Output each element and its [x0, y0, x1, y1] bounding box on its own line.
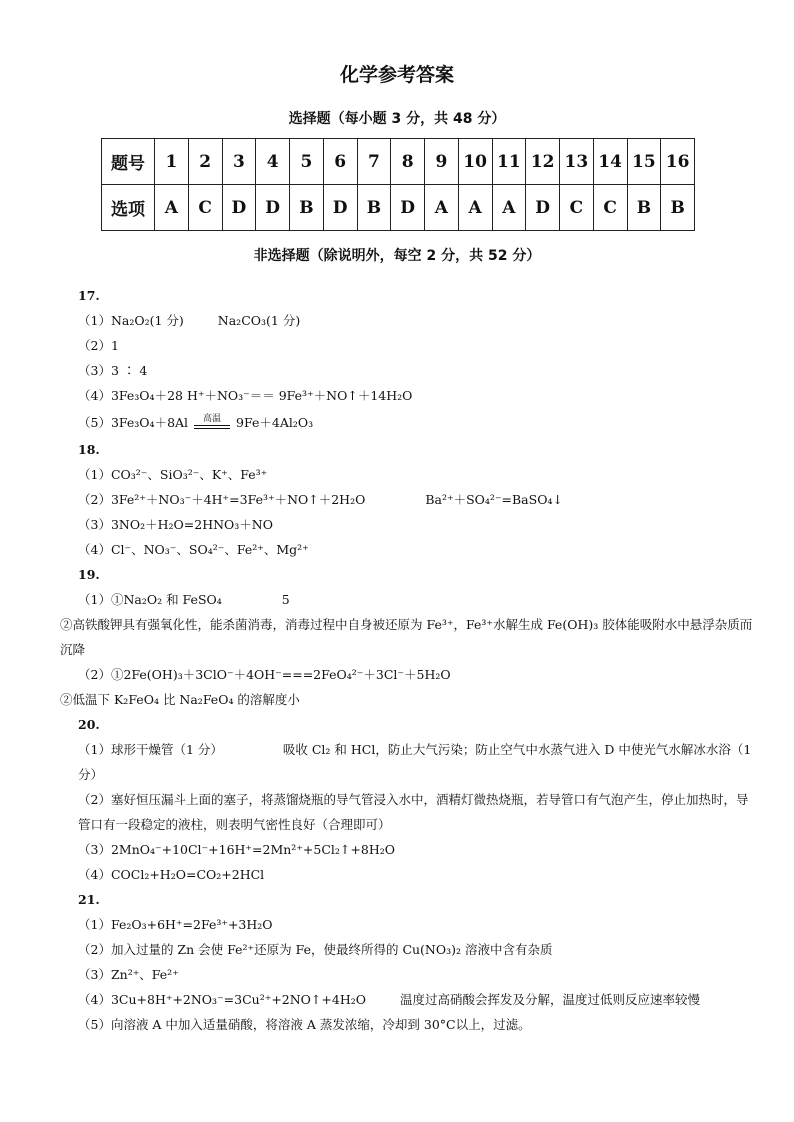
q21-answer-2: （2）加入过量的 Zn 会使 Fe²⁺还原为 Fe，使最终所得的 Cu(NO₃)₂ 溶液中含有杂质	[78, 942, 553, 957]
reaction-condition	[194, 414, 230, 429]
answer-cell: A	[155, 185, 189, 231]
question-number-row	[102, 139, 695, 185]
answer-cell: D	[222, 185, 256, 231]
q19-answer-2: （2）①2Fe(OH)₃＋3ClO⁻＋4OH⁻===2FeO₄²⁻＋3Cl⁻＋5H₂O	[78, 667, 451, 682]
q19-a1-part-a: （1）①Na₂O₂ 和 FeSO₄	[78, 592, 222, 607]
q20-a1-part-b: 吸收 Cl₂ 和 HCl，防止大气污染；防止空气中水蒸气进入 D 中使光气水解冰水浴（1 分）	[78, 742, 752, 782]
q18-answer-1: （1）CO₃²⁻、SiO₃²⁻、K⁺、Fe³⁺	[78, 467, 268, 482]
question-number-cell: 14	[593, 139, 627, 185]
q17-answer-4: （4）3Fe₃O₄＋28 H⁺＋NO₃⁻＝＝ 9Fe³⁺＋NO↑＋14H₂O	[78, 388, 413, 403]
answer-cell: D	[526, 185, 560, 231]
q19-a1-part-b: 5	[281, 592, 290, 607]
q20-answer-1	[78, 737, 758, 787]
question-number-cell: 11	[492, 139, 526, 185]
question-number-cell: 6	[323, 139, 357, 185]
row-header-option: 选项	[102, 185, 155, 231]
question-17-number: 17.	[78, 288, 100, 303]
section-free-response-heading: 非选择题（除说明外，每空 2 分，共 52 分）	[253, 248, 541, 264]
question-number-cell: 16	[661, 139, 695, 185]
equals-bar	[194, 425, 230, 429]
reaction-condition-label: 高温	[203, 414, 222, 424]
answer-cell: A	[492, 185, 526, 231]
question-number-cell: 9	[425, 139, 459, 185]
answer-table	[101, 138, 695, 231]
q17-answer-1	[78, 308, 758, 333]
answer-cell: D	[391, 185, 425, 231]
question-number-cell: 12	[526, 139, 560, 185]
q17-answer-5	[78, 408, 758, 437]
question-19-number: 19.	[78, 567, 100, 582]
answer-cell: B	[357, 185, 391, 231]
answer-cell: C	[560, 185, 594, 231]
question-number-cell: 5	[290, 139, 324, 185]
q19-answer-2-2: ②低温下 K₂FeO₄ 比 Na₂FeO₄ 的溶解度小	[60, 692, 300, 707]
question-number-cell: 15	[627, 139, 661, 185]
q18-answer-2	[78, 487, 758, 512]
answer-option-row	[102, 185, 695, 231]
answer-cell: C	[593, 185, 627, 231]
q18-answer-4: （4）Cl⁻、NO₃⁻、SO₄²⁻、Fe²⁺、Mg²⁺	[78, 542, 309, 557]
question-number-cell: 7	[357, 139, 391, 185]
question-number-cell: 3	[222, 139, 256, 185]
q21-answer-3: （3）Zn²⁺、Fe²⁺	[78, 967, 179, 982]
answer-cell: D	[256, 185, 290, 231]
answer-cell: A	[425, 185, 459, 231]
q20-answer-3: （3）2MnO₄⁻+10Cl⁻+16H⁺=2Mn²⁺+5Cl₂↑+8H₂O	[78, 842, 395, 857]
question-20-number: 20.	[78, 717, 100, 732]
question-number-cell: 4	[256, 139, 290, 185]
page-title: 化学参考答案	[339, 64, 454, 86]
q21-answer-4	[78, 987, 758, 1012]
q20-a1-part-a: （1）球形干燥管（1 分）	[78, 742, 223, 757]
q18-answer-3: （3）3NO₂＋H₂O=2HNO₃＋NO	[78, 517, 273, 532]
answer-cell: A	[458, 185, 492, 231]
q17-a1-part-a: Na₂O₂(1 分)	[110, 313, 184, 328]
q17-a1-part-b: Na₂CO₃(1 分)	[217, 313, 301, 328]
answer-cell: D	[323, 185, 357, 231]
answer-cell: B	[290, 185, 324, 231]
q18-a2-part-a: （2）3Fe²⁺＋NO₃⁻＋4H⁺=3Fe³⁺＋NO↑＋2H₂O	[78, 492, 366, 507]
question-21-number: 21.	[78, 892, 100, 907]
answer-cell: B	[627, 185, 661, 231]
question-number-cell: 13	[560, 139, 594, 185]
answer-body	[60, 283, 758, 1037]
q17-a5-right: 9Fe＋4Al₂O₃	[236, 415, 314, 430]
q21-a4-part-b: 温度过高硝酸会挥发及分解，温度过低则反应速率较慢	[400, 992, 701, 1007]
question-number-cell: 1	[155, 139, 189, 185]
question-number-cell: 2	[188, 139, 222, 185]
q17-answer-2: （2）1	[78, 338, 119, 353]
q19-answer-1-2: ②高铁酸钾具有强氧化性，能杀菌消毒，消毒过程中自身被还原为 Fe³⁺，Fe³⁺水解生成 Fe(OH)₃ 胶体能吸附水中悬浮杂质而沉降	[60, 617, 753, 657]
q20-answer-4: （4）COCl₂+H₂O=CO₂+2HCl	[78, 867, 265, 882]
q17-a1-prefix: （1）	[78, 313, 111, 328]
q17-answer-3: （3）3 ∶ 4	[78, 363, 148, 378]
section-multiple-choice-heading: 选择题（每小题 3 分，共 48 分）	[288, 111, 506, 127]
q21-answer-5: （5）向溶液 A 中加入适量硝酸，将溶液 A 蒸发浓缩，冷却到 30°C以上，过滤。	[78, 1017, 531, 1032]
answer-cell: B	[661, 185, 695, 231]
q21-a4-part-a: （4）3Cu+8H⁺+2NO₃⁻=3Cu²⁺+2NO↑+4H₂O	[78, 992, 366, 1007]
question-number-cell: 8	[391, 139, 425, 185]
row-header-question-number: 题号	[102, 139, 155, 185]
question-18-number: 18.	[78, 442, 100, 457]
answer-cell: C	[188, 185, 222, 231]
q17-a5-left: （5）3Fe₃O₄＋8Al	[78, 415, 189, 430]
q20-answer-2: （2）塞好恒压漏斗上面的塞子，将蒸馏烧瓶的导气管浸入水中，酒精灯微热烧瓶，若导管口有气泡产生，停止加热时，导管口有一段稳定的液柱，则表明气密性良好（合理即可）	[78, 792, 749, 832]
q21-answer-1: （1）Fe₂O₃+6H⁺=2Fe³⁺+3H₂O	[78, 917, 273, 932]
q19-answer-1	[78, 587, 758, 612]
q18-a2-part-b: Ba²⁺＋SO₄²⁻=BaSO₄↓	[425, 492, 563, 507]
question-number-cell: 10	[458, 139, 492, 185]
